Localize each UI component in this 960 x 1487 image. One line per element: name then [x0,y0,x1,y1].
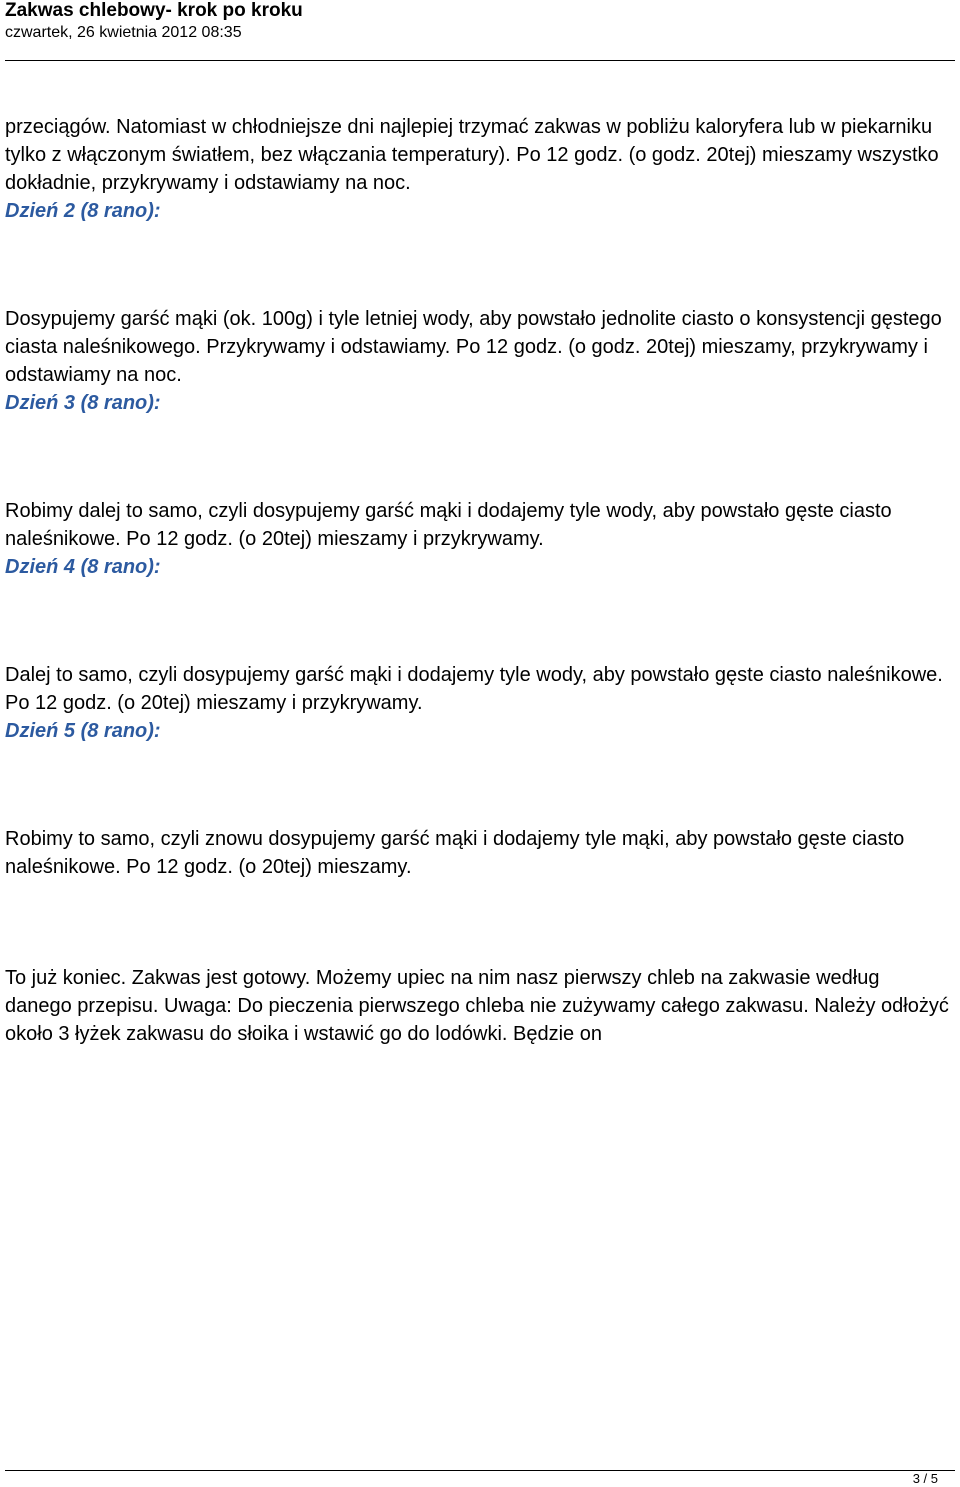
day-3-heading: Dzień 3 (8 rano): [5,392,161,414]
day-2-paragraph: Dosypujemy garść mąki (ok. 100g) i tyle letniej wody, aby powstało jednolite ciasto o konsystencji gęstego ciasta naleśnikowego. Przykrywamy i odstawiamy. Po 12 godz. (o godz. 20tej) mieszamy, przykrywamy i odstawiamy na noc. [5,308,942,386]
day-4-paragraph: Dalej to samo, czyli dosypujemy garść mąki i dodajemy tyle wody, aby powstało gęste ciasto naleśnikowe. Po 12 godz. (o 20tej) mieszamy i przykrywamy. [5,664,943,714]
document-body [5,113,950,1048]
day-5-heading: Dzień 5 (8 rano): [5,720,161,742]
document-title: Zakwas chlebowy- krok po kroku [5,0,303,21]
closing-paragraph: To już koniec. Zakwas jest gotowy. Możemy upiec na nim nasz pierwszy chleb na zakwasie według danego przepisu. Uwaga: Do pieczenia pierwszego chleba nie zużywamy całego zakwasu. Należy odłożyć około 3 łyżek zakwasu do słoika i wstawić go do lodówki. Będzie on [5,967,949,1045]
day-2-heading: Dzień 2 (8 rano): [5,200,161,222]
footer-divider [5,1470,955,1471]
page-header [5,0,955,61]
day-5-paragraph: Robimy to samo, czyli znowu dosypujemy garść mąki i dodajemy tyle mąki, aby powstało gęste ciasto naleśnikowe. Po 12 godz. (o 20tej) mieszamy. [5,828,905,878]
day-3-paragraph: Robimy dalej to samo, czyli dosypujemy garść mąki i dodajemy tyle wody, aby powstało gęste ciasto naleśnikowe. Po 12 godz. (o 20tej) mieszamy i przykrywamy. [5,500,892,550]
page-number: 3 / 5 [912,1471,938,1486]
day-4-heading: Dzień 4 (8 rano): [5,556,161,578]
document-date: czwartek, 26 kwietnia 2012 08:35 [5,24,242,41]
intro-paragraph: przeciągów. Natomiast w chłodniejsze dni najlepiej trzymać zakwas w pobliżu kaloryfera lub w piekarniku tylko z włączonym światłem, bez włączania temperatury). Po 12 godz. (o godz. 20tej) mieszamy wszystko dokładnie, przykrywamy i odstawiamy na noc. [5,116,939,194]
